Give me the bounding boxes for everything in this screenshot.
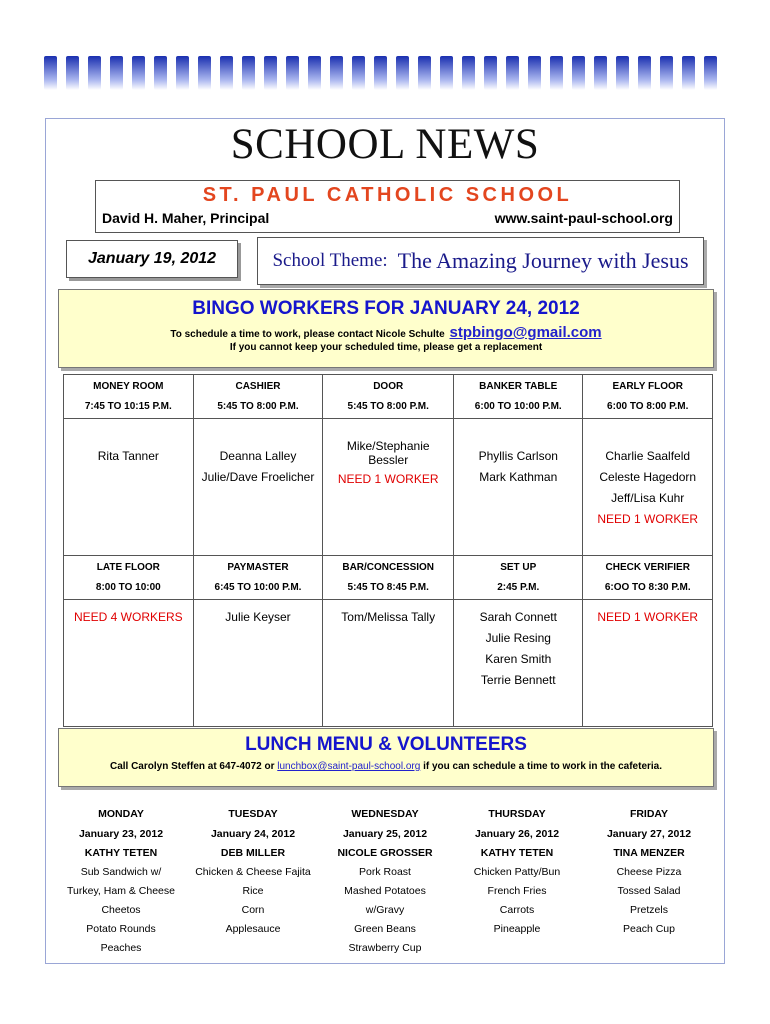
- worker-name: Julie Keyser: [225, 610, 291, 624]
- role-name: LATE FLOOR: [96, 562, 160, 573]
- menu-item: Pineapple: [493, 923, 541, 935]
- schedule-cell: [454, 375, 583, 556]
- shift-time: 5:45 TO 8:00 P.M.: [347, 401, 429, 412]
- shift-time: 6:00 TO 10:00 P.M.: [474, 401, 562, 412]
- stripe-decoration: [616, 56, 629, 90]
- menu-item: Carrots: [499, 904, 535, 916]
- shift-time: 5:45 TO 8:00 P.M.: [217, 401, 299, 412]
- stripe-decoration: [704, 56, 717, 90]
- bingo-heading: BINGO WORKERS FOR JANUARY 24, 2012: [192, 298, 580, 319]
- menu-day-column: [319, 808, 451, 961]
- worker-name: Karen Smith: [485, 652, 552, 666]
- bingo-email-link[interactable]: stpbingo@gmail.com: [449, 324, 602, 341]
- menu-date: January 27, 2012: [606, 828, 692, 840]
- role-name: SET UP: [500, 562, 537, 573]
- stripe-decoration: [374, 56, 387, 90]
- stripe-decoration: [154, 56, 167, 90]
- schedule-cell: [193, 556, 323, 727]
- worker-list: [582, 418, 713, 530]
- worker-name: Julie/Dave Froelicher: [201, 470, 315, 484]
- menu-date: January 25, 2012: [342, 828, 428, 840]
- worker-needed: NEED 1 WORKER: [337, 472, 439, 486]
- theme-label: School Theme:: [272, 250, 388, 271]
- bingo-note: If you cannot keep your scheduled time, please get a replacement: [229, 342, 543, 353]
- menu-item: Peach Cup: [623, 923, 675, 935]
- worker-name: Tom/Melissa Tally: [341, 610, 436, 624]
- worker-name: Phyllis Carlson: [478, 449, 558, 463]
- stripe-decoration: [418, 56, 431, 90]
- menu-day: WEDNESDAY: [351, 808, 419, 820]
- stripe-decoration: [594, 56, 607, 90]
- decorative-stripe-banner: [44, 56, 734, 90]
- schedule-cell: [454, 556, 583, 727]
- menu-item: Applesauce: [225, 923, 281, 935]
- schedule-cell: [64, 375, 194, 556]
- menu-item: Tossed Salad: [617, 885, 681, 897]
- menu-item: Peaches: [100, 942, 142, 954]
- stripe-decoration: [528, 56, 541, 90]
- schedule-cell: [583, 375, 713, 556]
- worker-list: [63, 418, 194, 467]
- menu-item: Pork Roast: [359, 866, 411, 878]
- worker-name: Rita Tanner: [97, 449, 159, 463]
- menu-item: Sub Sandwich w/: [80, 866, 162, 878]
- shift-time: 6:45 TO 10:00 P.M.: [214, 582, 302, 593]
- menu-day-column: [187, 808, 319, 961]
- schedule-cell: [64, 556, 194, 727]
- bingo-contact-text: To schedule a time to work, please contact Nicole Schulte: [170, 329, 445, 340]
- stripe-decoration: [88, 56, 101, 90]
- menu-volunteer: KATHY TETEN: [480, 847, 554, 859]
- menu-day-column: [583, 808, 715, 961]
- stripe-decoration: [44, 56, 57, 90]
- worker-list: [193, 418, 324, 488]
- stripe-decoration: [660, 56, 673, 90]
- stripe-decoration: [352, 56, 365, 90]
- role-name: MONEY ROOM: [93, 381, 164, 392]
- menu-item: Mashed Potatoes: [344, 885, 426, 897]
- shift-time: 5:45 TO 8:45 P.M.: [347, 582, 429, 593]
- lunch-menu: [55, 808, 715, 961]
- school-website-link[interactable]: www.saint-paul-school.org: [494, 210, 673, 226]
- lunch-banner: [58, 728, 714, 787]
- stripe-decoration: [484, 56, 497, 90]
- role-name: BANKER TABLE: [479, 381, 558, 392]
- menu-item: Chicken Patty/Bun: [473, 866, 561, 878]
- menu-volunteer: DEB MILLER: [220, 847, 286, 859]
- stripe-decoration: [286, 56, 299, 90]
- stripe-decoration: [638, 56, 651, 90]
- worker-name: Terrie Bennett: [480, 673, 556, 687]
- shift-time: 8:00 TO 10:00: [95, 582, 161, 593]
- lunch-contact-post: if you can schedule a time to work in the cafeteria.: [423, 761, 663, 772]
- menu-date: January 26, 2012: [474, 828, 560, 840]
- page-title: SCHOOL NEWS: [230, 121, 540, 168]
- worker-name: Julie Resing: [485, 631, 551, 645]
- menu-volunteer: KATHY TETEN: [84, 847, 158, 859]
- role-name: BAR/CONCESSION: [342, 562, 435, 573]
- menu-day: FRIDAY: [629, 808, 669, 820]
- worker-name: Mike/Stephanie Bessler: [346, 439, 430, 467]
- worker-list: [582, 599, 713, 628]
- lunch-contact: [59, 761, 713, 772]
- worker-name: Charlie Saalfeld: [605, 449, 691, 463]
- menu-date: January 23, 2012: [78, 828, 164, 840]
- menu-day: THURSDAY: [488, 808, 546, 820]
- menu-item: w/Gravy: [365, 904, 405, 916]
- menu-volunteer: TINA MENZER: [613, 847, 685, 859]
- worker-list: [453, 599, 583, 691]
- worker-list: [322, 418, 454, 490]
- bingo-banner: [58, 289, 714, 368]
- worker-name: Sarah Connett: [479, 610, 557, 624]
- schedule-row: [64, 375, 713, 556]
- bingo-contact: [59, 324, 713, 341]
- stripe-decoration: [506, 56, 519, 90]
- menu-item: Pretzels: [630, 904, 668, 916]
- stripe-decoration: [396, 56, 409, 90]
- stripe-decoration: [550, 56, 563, 90]
- theme-text: The Amazing Journey with Jesus: [397, 248, 689, 273]
- stripe-decoration: [264, 56, 277, 90]
- schedule-cell: [323, 556, 454, 727]
- stripe-decoration: [242, 56, 255, 90]
- role-name: CHECK VERIFIER: [605, 562, 690, 573]
- stripe-decoration: [308, 56, 321, 90]
- principal-name: David H. Maher, Principal: [102, 210, 270, 226]
- role-name: DOOR: [373, 381, 404, 392]
- worker-name: Celeste Hagedorn: [599, 470, 697, 484]
- worker-list: [322, 599, 454, 628]
- lunch-contact-pre: Call Carolyn Steffen at 647-4072 or: [109, 761, 275, 772]
- menu-day: MONDAY: [98, 808, 144, 820]
- menu-item: Cheese Pizza: [616, 866, 682, 878]
- role-name: PAYMASTER: [227, 562, 289, 573]
- stripe-decoration: [330, 56, 343, 90]
- menu-item: Chicken & Cheese Fajita: [195, 866, 311, 878]
- school-theme-box: [257, 237, 704, 285]
- stripe-decoration: [176, 56, 189, 90]
- shift-time: 6:OO TO 8:30 P.M.: [604, 582, 691, 593]
- menu-item: French Fries: [487, 885, 547, 897]
- stripe-decoration: [198, 56, 211, 90]
- menu-item: Strawberry Cup: [348, 942, 422, 954]
- stripe-decoration: [682, 56, 695, 90]
- role-name: EARLY FLOOR: [612, 381, 684, 392]
- menu-item: Potato Rounds: [86, 923, 156, 935]
- schedule-cell: [193, 375, 323, 556]
- worker-name: Mark Kathman: [479, 470, 558, 484]
- worker-needed: NEED 1 WORKER: [597, 610, 699, 624]
- lunch-heading: LUNCH MENU & VOLUNTEERS: [245, 734, 527, 755]
- schedule-cell: [323, 375, 454, 556]
- stripe-decoration: [132, 56, 145, 90]
- menu-item: Corn: [241, 904, 265, 916]
- worker-list: [63, 599, 194, 628]
- issue-date: January 19, 2012: [66, 240, 238, 278]
- menu-day-column: [451, 808, 583, 961]
- school-info-box: [95, 180, 680, 233]
- role-name: CASHIER: [235, 381, 281, 392]
- stripe-decoration: [220, 56, 233, 90]
- stripe-decoration: [440, 56, 453, 90]
- bingo-schedule-table: [63, 374, 713, 727]
- stripe-decoration: [462, 56, 475, 90]
- stripe-decoration: [110, 56, 123, 90]
- menu-day: TUESDAY: [228, 808, 278, 820]
- worker-needed: NEED 1 WORKER: [597, 512, 699, 526]
- stripe-decoration: [66, 56, 79, 90]
- worker-name: Jeff/Lisa Kuhr: [611, 491, 685, 505]
- shift-time: 6:00 TO 8:00 P.M.: [607, 401, 689, 412]
- menu-item: Rice: [242, 885, 264, 897]
- lunch-email-link[interactable]: lunchbox@saint-paul-school.org: [277, 761, 421, 772]
- shift-time: 7:45 TO 10:15 P.M.: [84, 401, 172, 412]
- schedule-cell: [583, 556, 713, 727]
- school-name: ST. PAUL CATHOLIC SCHOOL: [202, 184, 573, 206]
- menu-date: January 24, 2012: [210, 828, 296, 840]
- schedule-row: [64, 556, 713, 727]
- worker-needed: NEED 4 WORKERS: [73, 610, 183, 624]
- worker-list: [453, 418, 583, 488]
- menu-item: Turkey, Ham & Cheese: [67, 885, 175, 897]
- shift-time: 2:45 P.M.: [497, 582, 540, 593]
- menu-item: Cheetos: [101, 904, 141, 916]
- worker-name: Deanna Lalley: [219, 449, 297, 463]
- menu-item: Green Beans: [354, 923, 416, 935]
- menu-volunteer: NICOLE GROSSER: [337, 847, 433, 859]
- menu-day-column: [55, 808, 187, 961]
- worker-list: [193, 599, 324, 628]
- stripe-decoration: [572, 56, 585, 90]
